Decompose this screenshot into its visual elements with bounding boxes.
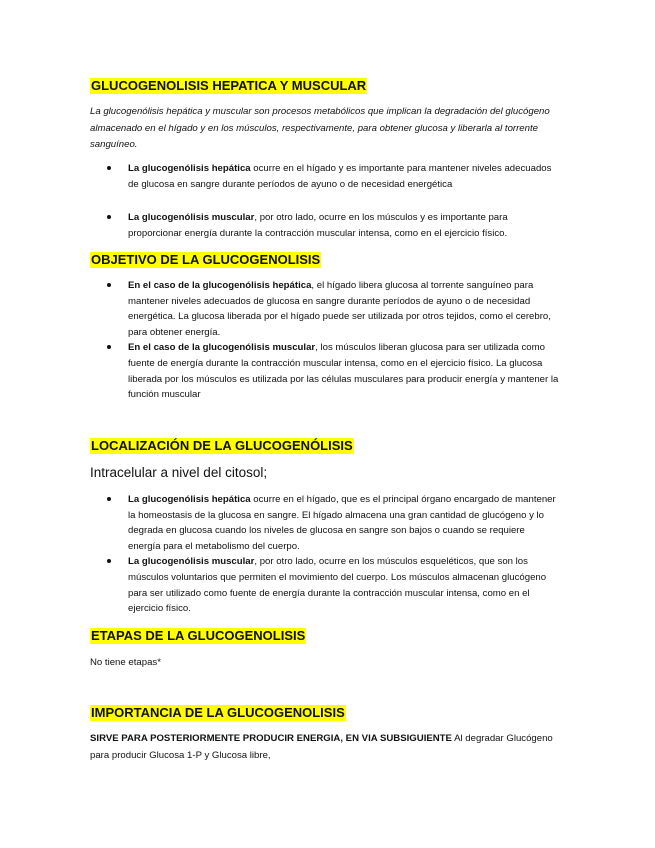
bullet-text: ocurre en el hígado, que es el principal órgano encargado de mantener la homeostasis de la glucosa en sangre. El hígado almacena una gran cantidad de glucógeno y lo degrada en glucosa cuando los niveles de glucosa en sangre son bajos o cuando se requiere energía para el metabolismo del cuerpo.: [128, 494, 556, 552]
bullet-icon: [107, 283, 111, 287]
bullet-icon: [107, 166, 111, 170]
bullet-list-s3: [90, 492, 560, 617]
importancia-paragraph: [90, 731, 560, 764]
heading-hepatica-muscular: GLUCOGENOLISIS HEPATICA Y MUSCULAR: [91, 78, 367, 93]
bullet-icon: [107, 497, 111, 501]
list-item: [90, 492, 560, 554]
bullet-text: , por otro lado, ocurre en los músculos y es importante para proporcionar energía durante la contracción muscular intensa, como en el ejercicio físico.: [128, 212, 508, 239]
bullet-text: , los músculos liberan glucosa para ser utilizada como fuente de energía durante la contracción muscular intensa, como en el ejercicio físico. La glucosa liberada por los músculos es utilizada por las células musculares para producir energía y mantener la función muscular: [128, 342, 559, 401]
heading-localizacion: LOCALIZACIÓN DE LA GLUCOGENÓLISIS: [91, 438, 353, 453]
list-item: [90, 340, 560, 402]
heading-objetivo: OBJETIVO DE LA GLUCOGENOLISIS: [91, 252, 321, 267]
bullet-bold: La glucogenólisis muscular: [128, 212, 255, 223]
subheading-citosol: Intracelular a nivel del citosol;: [90, 465, 268, 480]
bullet-bold: La glucogenólisis hepática: [128, 163, 251, 174]
bullet-text: , el hígado libera glucosa al torrente sanguíneo para mantener niveles adecuados de glucosa en sangre durante períodos de ayuno o de necesidad energética. La glucosa liberada por el hígado puede ser utilizada por otros tejidos, como el cerebro, para obtener energía.: [128, 280, 551, 338]
bullet-icon: [107, 559, 111, 563]
intro-paragraph: La glucogenólisis hepática y muscular son procesos metabólicos que implican la degradación del glucógeno almacenado en el hígado y en los músculos, respectivamente, para obtener glucosa y liberarla al torrente sanguíneo.: [90, 106, 550, 150]
bullet-icon: [107, 215, 111, 219]
bullet-bold: En el caso de la glucogenólisis muscular: [128, 342, 316, 354]
heading-importancia: IMPORTANCIA DE LA GLUCOGENOLISIS: [91, 705, 345, 720]
bullet-list-s1b: [90, 210, 560, 241]
list-item: [90, 554, 560, 616]
bullet-bold: La glucogenólisis muscular: [128, 556, 255, 568]
bullet-bold: En el caso de la glucogenólisis hepática: [128, 280, 312, 291]
list-item: [90, 161, 560, 192]
bullet-list-s2: [90, 278, 560, 403]
list-item: [90, 210, 560, 241]
bullet-text: , por otro lado, ocurre en los músculos esqueléticos, que son los músculos voluntarios que permiten el movimiento del cuerpo. Los músculos almacenan glucógeno para ser utilizado como fuente de energía durante la contracción muscular intensa, como en el ejercicio físico.: [128, 556, 547, 615]
importancia-text: Al degradar Glucógeno para producir Glucosa 1-P y Glucosa libre,: [90, 733, 553, 761]
etapas-text: No tiene etapas*: [90, 657, 161, 668]
heading-etapas: ETAPAS DE LA GLUCOGENOLISIS: [91, 628, 306, 643]
bullet-bold: La glucogenólisis hepática: [128, 494, 251, 505]
bullet-list-s1: [90, 161, 560, 192]
bullet-icon: [107, 345, 111, 349]
importancia-bold: SIRVE PARA POSTERIORMENTE PRODUCIR ENERGIA, EN VIA SUBSIGUIENTE: [90, 733, 452, 744]
bullet-text: ocurre en el hígado y es importante para mantener niveles adecuados de glucosa en sangre durante períodos de ayuno o de necesidad energética: [128, 163, 552, 190]
list-item: [90, 278, 560, 340]
